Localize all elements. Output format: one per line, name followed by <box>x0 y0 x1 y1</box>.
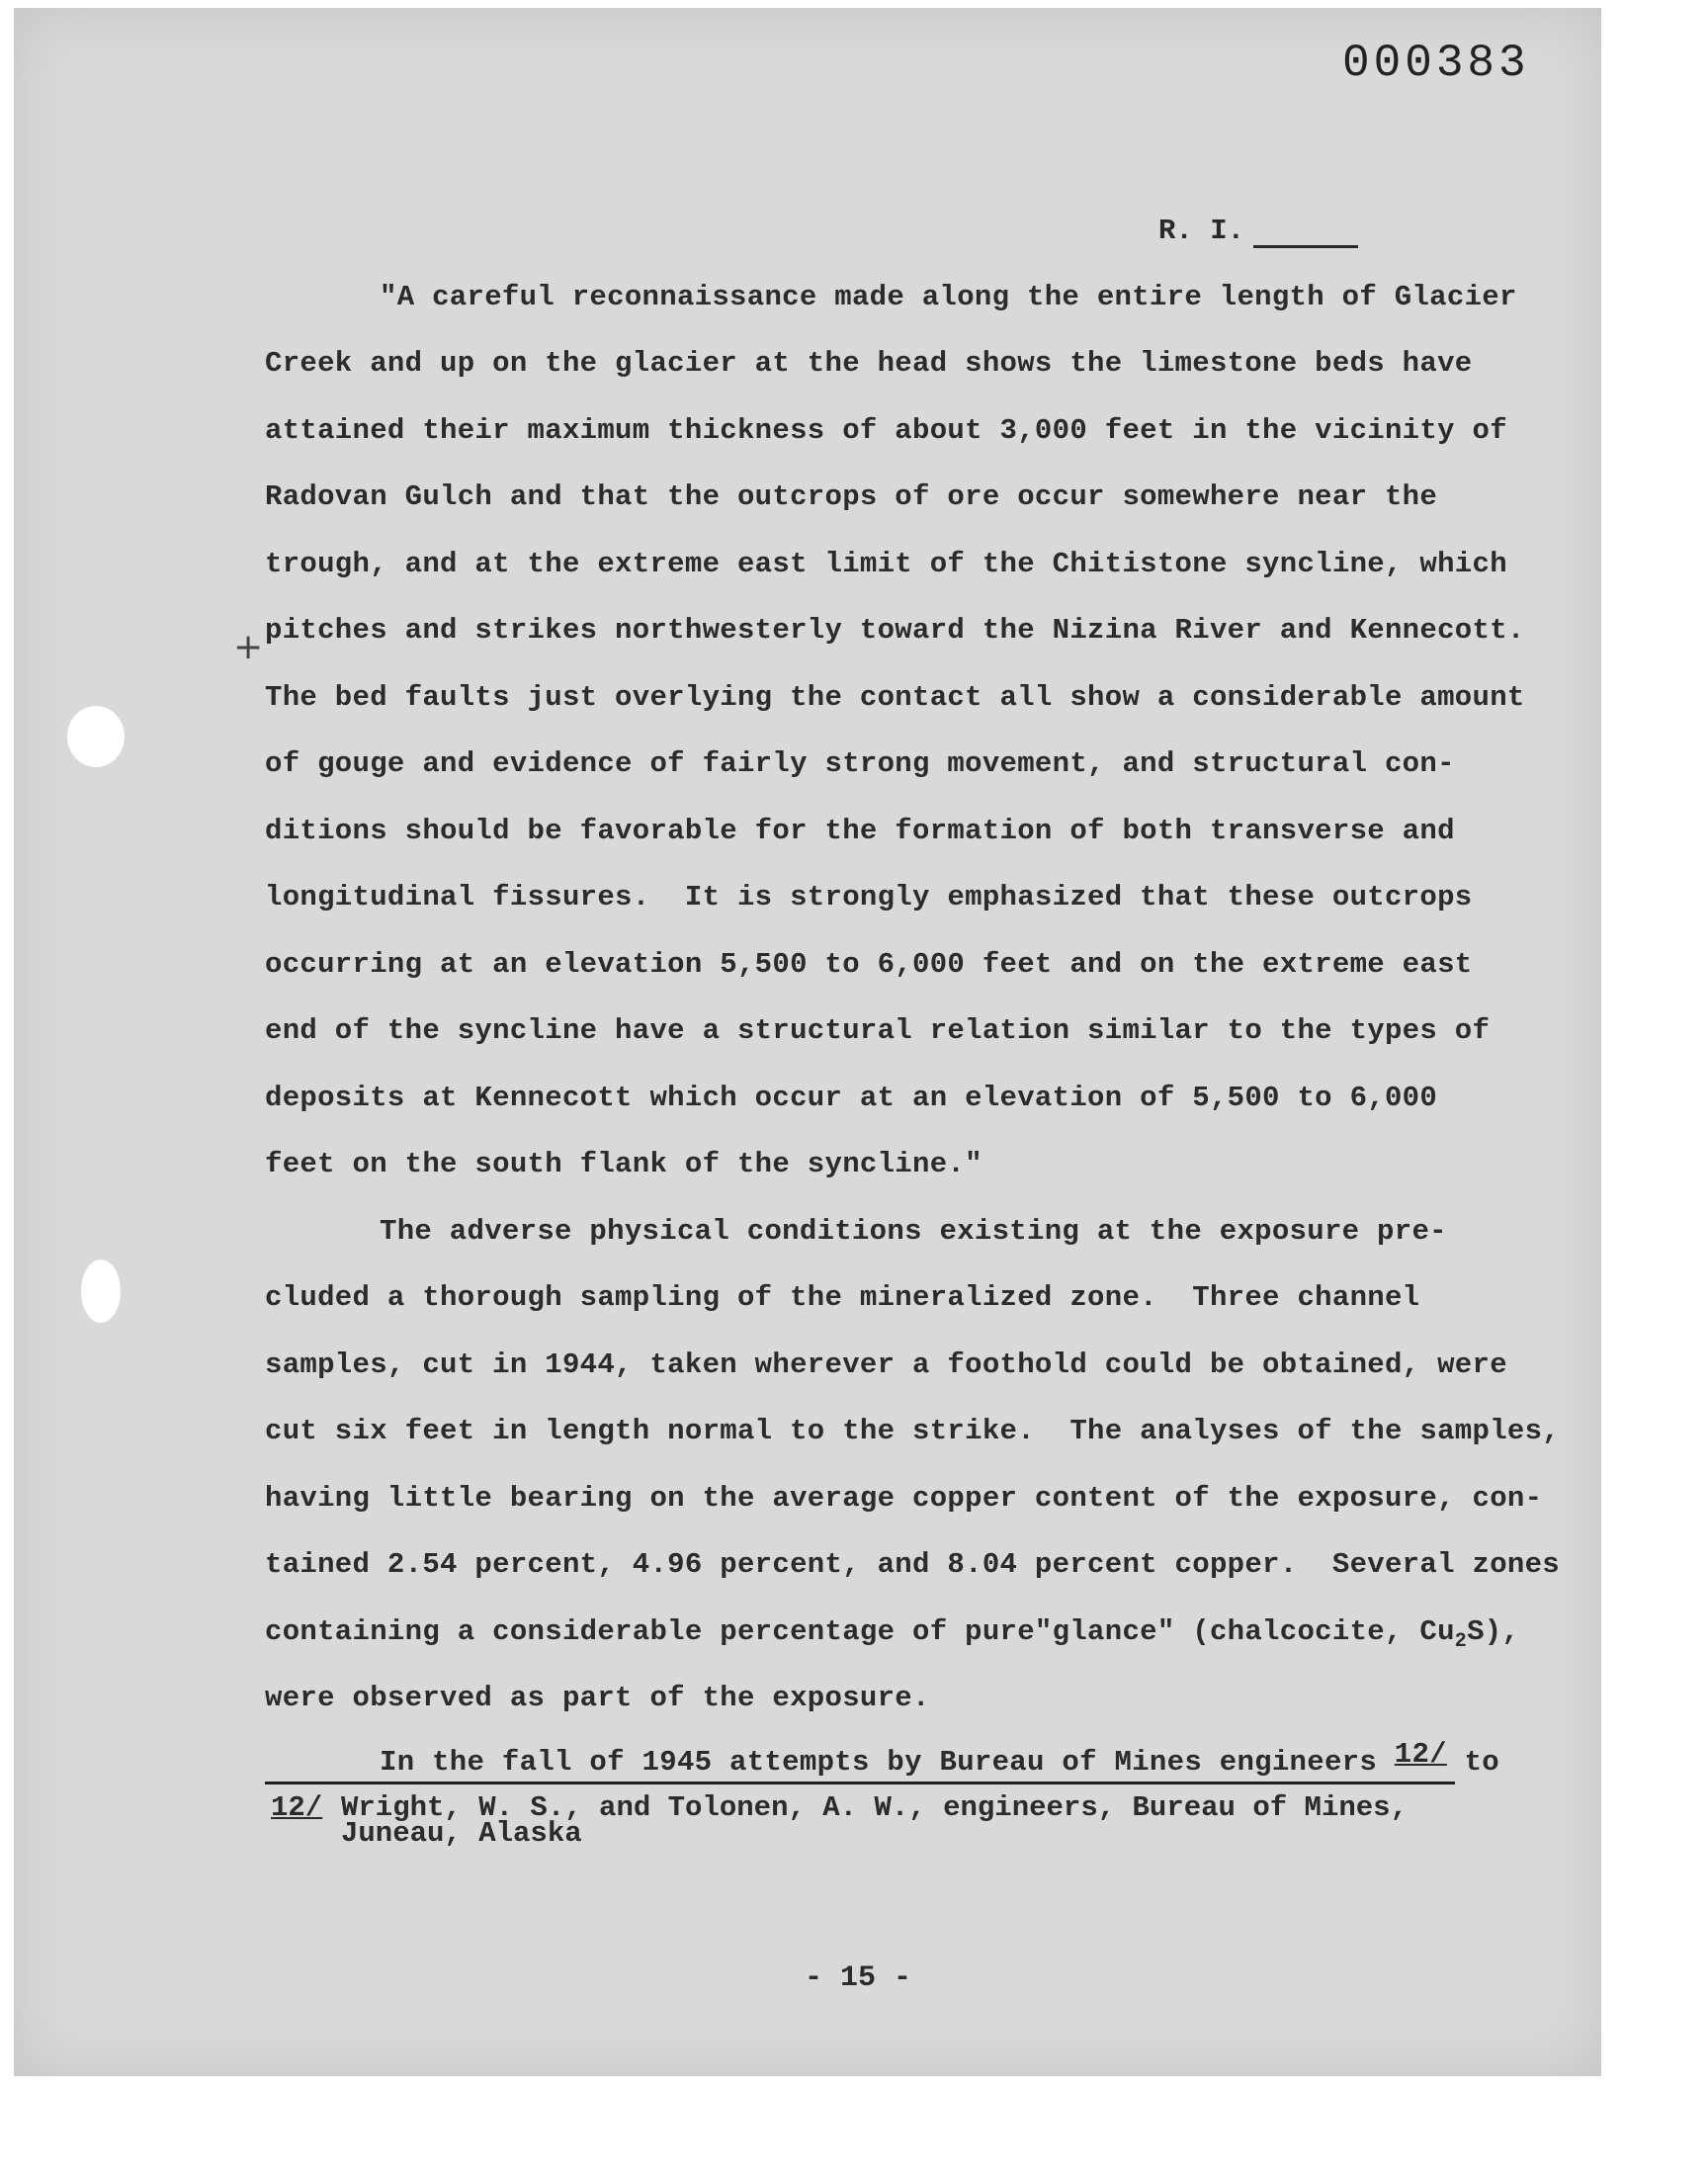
quote-line: ditions should be favorable for the formation of both transverse and <box>265 815 1455 847</box>
quote-line: feet on the south flank of the syncline." <box>265 1148 982 1180</box>
quote-line: attained their maximum thickness of about 3,000 feet in the vicinity of <box>265 414 1507 447</box>
paragraph-line: tained 2.54 percent, 4.96 percent, and 8.04 percent copper. Several zones <box>265 1548 1561 1581</box>
subscript: 2 <box>1454 1629 1468 1653</box>
paragraph-line: The adverse physical conditions existing at the exposure pre- <box>380 1215 1447 1248</box>
paragraph-text: S), <box>1467 1615 1520 1648</box>
quote-line: occurring at an elevation 5,500 to 6,000 feet and on the extreme east <box>265 948 1473 981</box>
paragraph-line: samples, cut in 1944, taken wherever a foothold could be obtained, were <box>265 1348 1507 1381</box>
quote-line: The bed faults just overlying the contact all show a considerable amount <box>265 681 1525 714</box>
quote-line: Creek and up on the glacier at the head shows the limestone beds have <box>265 347 1473 380</box>
paragraph-text: containing a considerable percentage of pure"glance" (chalcocite, Cu <box>265 1615 1455 1648</box>
ri-blank-line <box>1253 245 1358 248</box>
paragraph-line <box>265 1615 1519 1653</box>
quote-line: pitches and strikes northwesterly toward the Nizina River and Kennecott. <box>265 614 1525 647</box>
paragraph-text: to <box>1446 1746 1499 1779</box>
footnote-reference: 12/ <box>1394 1738 1447 1771</box>
paragraph-line: cut six feet in length normal to the strike. The analyses of the samples, <box>265 1415 1561 1447</box>
quote-line: "A careful reconnaissance made along the entire length of Glacier <box>380 281 1517 313</box>
document-number: 000383 <box>1342 38 1530 89</box>
ri-label: R. I. <box>1158 215 1245 247</box>
paragraph-text: In the fall of 1945 attempts by Bureau of Mines engineers <box>380 1746 1395 1779</box>
quote-line: of gouge and evidence of fairly strong movement, and structural con- <box>265 747 1455 780</box>
quote-line: end of the syncline have a structural relation similar to the types of <box>265 1014 1491 1047</box>
paragraph-line <box>380 1738 1499 1779</box>
paragraph-line: were observed as part of the exposure. <box>265 1682 930 1714</box>
quote-line: deposits at Kennecott which occur at an elevation of 5,500 to 6,000 <box>265 1082 1438 1114</box>
quote-line: longitudinal fissures. It is strongly emphasized that these outcrops <box>265 881 1473 914</box>
margin-mark: + <box>233 627 264 667</box>
footnote-line: Juneau, Alaska <box>341 1817 582 1850</box>
page-number: - 15 - <box>805 1961 912 1995</box>
quote-line: Radovan Gulch and that the outcrops of ore occur somewhere near the <box>265 480 1438 513</box>
footnote-line: Wright, W. S., and Tolonen, A. W., engineers, Bureau of Mines, <box>341 1791 1408 1824</box>
quote-line: trough, and at the extreme east limit of the Chitistone syncline, which <box>265 548 1507 580</box>
footnote-mark: 12/ <box>271 1791 323 1824</box>
punch-hole-bottom <box>81 1260 121 1323</box>
paragraph-line: cluded a thorough sampling of the mineralized zone. Three channel <box>265 1281 1420 1314</box>
punch-hole-top <box>67 706 125 767</box>
paragraph-line: having little bearing on the average copper content of the exposure, con- <box>265 1482 1543 1515</box>
footnote-rule <box>265 1782 1455 1784</box>
